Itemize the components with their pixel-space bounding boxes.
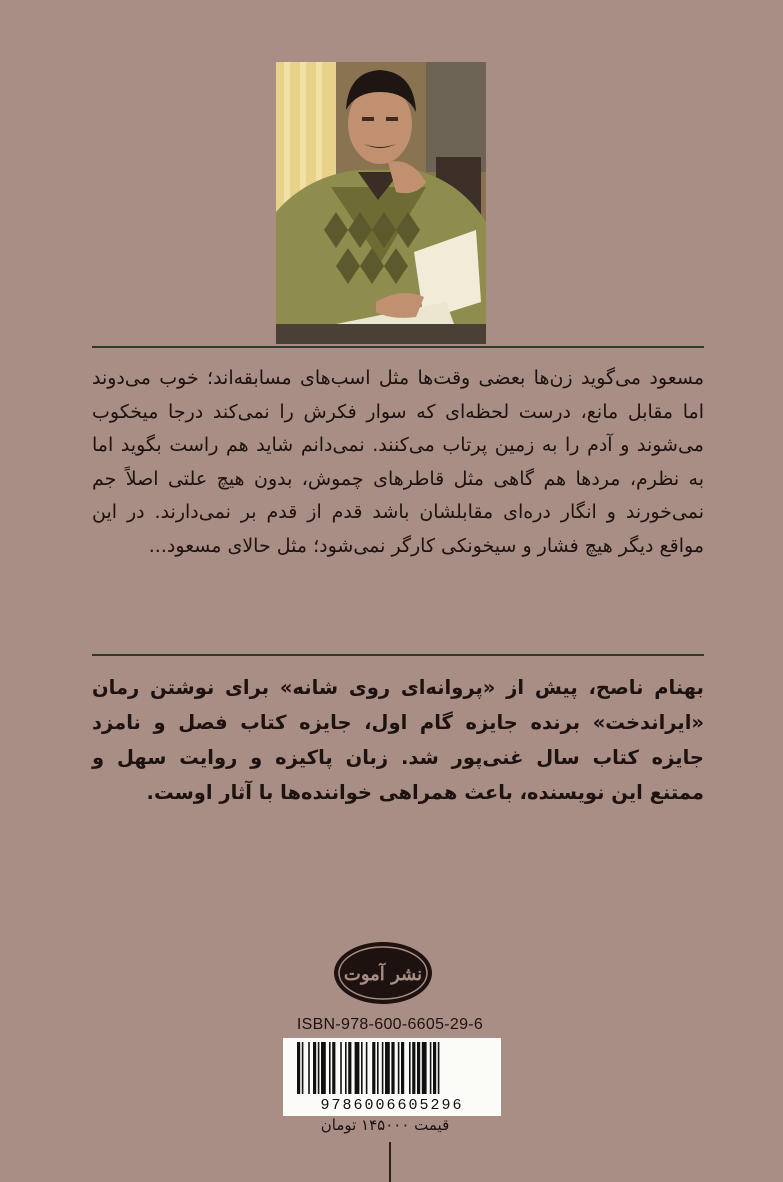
barcode-bar [412,1042,415,1094]
barcode-bar [382,1042,384,1094]
publisher-seal-icon [332,940,434,1006]
barcode-bar [409,1042,411,1094]
barcode-bar [398,1042,400,1094]
barcode-bar [366,1042,368,1094]
barcode-bars [283,1038,501,1098]
barcode-bar [318,1042,320,1094]
price-label: قیمت ۱۴۵۰۰۰ تومان [320,1116,450,1134]
barcode-bar [348,1042,351,1094]
isbn-label: ISBN-978-600-6605-29-6 [296,1016,484,1033]
barcode-bar [417,1042,420,1094]
barcode [283,1038,501,1116]
barcode-bar [401,1042,404,1094]
barcode-bar [308,1042,310,1094]
barcode-bar [302,1042,304,1094]
author-photo [276,62,486,344]
excerpt-paragraph: مسعود می‌گوید زن‌ها بعضی وقت‌ها مثل اسب‌های مسابقه‌اند؛ خوب می‌دوند اما مقابل مانع، درست لحظه‌ای که سوار فکرش را نمی‌کند درجا میخکوب می‌شوند و آدم را به زمین پرتاب می‌کنند. نمی‌دانم شاید هم راست بگوید اما به نظرم، مردها هم گاهی مثل قاطرهای چموش، بدون هیچ علتی اصلاً جم نمی‌خورند و انگار دره‌ای مقابلشان باشد قدم از قدم بر نمی‌دارند. در این مواقع دیگر هیچ فشار و سیخونکی کارگر نمی‌شود؛ مثل حالای مسعود... [92,367,704,557]
barcode-bar [422,1042,427,1094]
barcode-bar [355,1042,360,1094]
barcode-bar [433,1042,436,1094]
barcode-bar [329,1042,331,1094]
barcode-bar [332,1042,335,1094]
middle-divider [92,654,704,656]
barcode-bar [391,1042,394,1094]
barcode-bar [372,1042,375,1094]
barcode-bar [297,1042,300,1094]
barcode-bar [313,1042,316,1094]
publisher-logo-text: نشر آموت [343,964,423,985]
top-divider [92,346,704,348]
spine-line [389,1142,391,1182]
barcode-bar [345,1042,347,1094]
barcode-bar [361,1042,363,1094]
barcode-bar [377,1042,379,1094]
barcode-bar [340,1042,342,1094]
barcode-bar [385,1042,390,1094]
barcode-bar [430,1042,432,1094]
author-bio-paragraph: بهنام ناصح، پیش از «پروانه‌ای روی شانه» برای نوشتن رمان «ایراندخت» برنده جایزه گام اول، جایزه کتاب فصل و نامزد جایزه کتاب سال غنی‌پور شد. زبان پاکیزه و روایت سهل و ممتنع این نویسنده، باعث همراهی خواننده‌ها با آثار اوست. [92,676,704,804]
barcode-bar [438,1042,440,1094]
barcode-bar [321,1042,326,1094]
barcode-number: 9786006605296 [320,1097,464,1114]
